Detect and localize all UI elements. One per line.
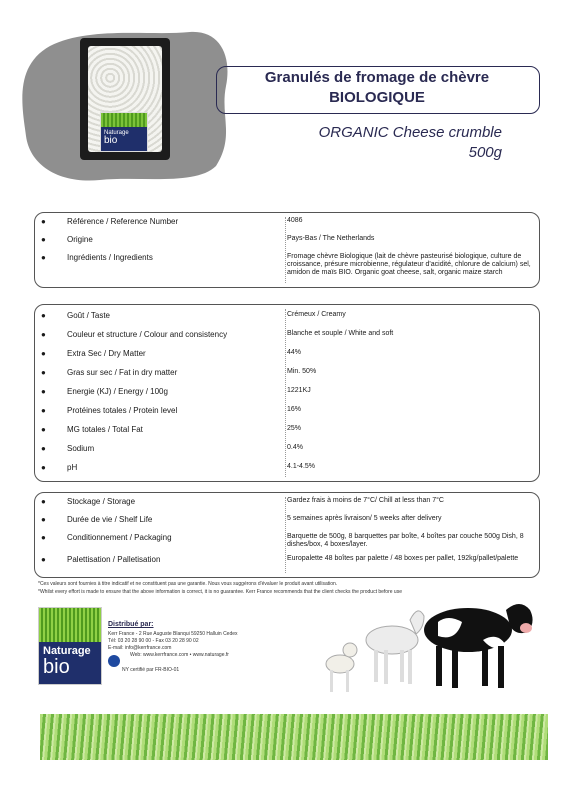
row-label: Ingrédients / Ingredients (67, 253, 153, 262)
row-label: Sodium (67, 444, 95, 453)
bullet-icon: ● (41, 406, 46, 415)
row-value: 4.1-4.5% (287, 463, 316, 470)
naturage-bio-logo (100, 112, 148, 152)
row-label: Extra Sec / Dry Matter (67, 349, 146, 358)
bullet-icon: ● (41, 533, 46, 542)
row-value: 44% (287, 349, 302, 356)
row-label: Energie (KJ) / Energy / 100g (67, 387, 168, 396)
page-subtitle-weight: 500g (468, 144, 502, 161)
bullet-icon: ● (41, 515, 46, 524)
farm-animals-image (318, 590, 540, 704)
row-value: Pays-Bas / The Netherlands (287, 235, 375, 242)
row-value: 1221KJ (287, 387, 311, 394)
row-value: Fromage chèvre Biologique (lait de chèvre pasteurisé biologique, culture de croissance, présure microbienne, régulateur d'acidité, chlorure de calcium) sel, amidon de maïs BIO. Organic goat cheese, salt, organic maize starch (287, 253, 531, 276)
disclaimer-fr: *Ces valeurs sont fournies à titre indicatif et ne constituent pas une garantie. Nous vous suggérons d'évaluer le produit avant utilisation. (38, 581, 338, 587)
bullet-icon: ● (41, 368, 46, 377)
row-label: Goût / Taste (67, 311, 110, 320)
logo-name: Naturage (43, 645, 91, 657)
disclaimer-en: *Whilst every effort is made to ensure that the above information is correct, it is no guarantee. Kerr France recommends that the client checks the product before use (38, 589, 402, 595)
phone: Tél: 03 20 28 90 00 - Fax 03 20 28 90 02 (108, 638, 199, 644)
bullet-icon: ● (41, 497, 46, 506)
row-value: Crémeux / Creamy (287, 311, 346, 318)
logo-bio: bio (104, 135, 118, 146)
row-value: 5 semaines après livraison/ 5 weeks after delivery (287, 515, 442, 522)
bullet-icon: ● (41, 387, 46, 396)
row-label: Référence / Reference Number (67, 217, 179, 226)
row-value: Europalette 48 boîtes par palette / 48 boxes per pallet, 192kg/pallet/palette (287, 555, 519, 562)
row-value: 25% (287, 425, 302, 432)
spec-table-logistics (34, 492, 540, 578)
row-label: Origine (67, 235, 93, 244)
row-label: Conditionnement / Packaging (67, 533, 172, 542)
page-subtitle: ORGANIC Cheese crumble (318, 124, 502, 141)
page-title-bio: BIOLOGIQUE (329, 89, 425, 106)
logo-bio: bio (43, 656, 70, 678)
row-label: Durée de vie / Shelf Life (67, 515, 153, 524)
distributed-by-label: Distribué par: (108, 621, 154, 628)
spec-table-characteristics (34, 304, 540, 482)
bullet-icon: ● (41, 330, 46, 339)
bullet-icon: ● (41, 425, 46, 434)
grass-banner-image (40, 714, 548, 760)
bullet-icon: ● (41, 349, 46, 358)
row-label: pH (67, 463, 78, 472)
spec-table-identity (34, 212, 540, 288)
row-label: Palettisation / Palletisation (67, 555, 161, 564)
bullet-icon: ● (41, 253, 46, 262)
bullet-icon: ● (41, 235, 46, 244)
address: Kerr France - 2 Rue Auguste Blanqui 59250 Halluin Cedex (108, 631, 238, 637)
bullet-icon: ● (41, 217, 46, 226)
bullet-icon: ● (41, 555, 46, 564)
row-value: Gardez frais à moins de 7°C/ Chill at less than 7°C (287, 497, 444, 504)
bullet-icon: ● (41, 444, 46, 453)
row-label: Stockage / Storage (67, 497, 136, 506)
row-label: Protéines totales / Protein level (67, 406, 178, 415)
row-value: 16% (287, 406, 302, 413)
website: Web: www.kerrfrance.com • www.naturage.fr (130, 652, 229, 658)
page-title: Granulés de fromage de chèvre (264, 69, 490, 86)
footer-naturage-logo (38, 607, 102, 685)
row-label: MG totales / Total Fat (67, 425, 143, 434)
row-label: Couleur et structure / Colour and consistency (67, 330, 228, 339)
certification: NY certifié par FR-BIO-01 (122, 667, 180, 673)
row-value: 4086 (287, 217, 303, 224)
row-label: Gras sur sec / Fat in dry matter (67, 368, 178, 377)
email: E-mail: info@kerrfrance.com (108, 645, 172, 651)
row-value: Blanche et souple / White and soft (287, 330, 394, 337)
eu-organic-icon (108, 655, 120, 667)
row-value: Barquette de 500g, 8 barquettes par boîte, 4 boîtes par couche 500g Dish, 8 dishes/box, 4 boxes/layer. (287, 533, 524, 548)
row-value: Min. 50% (287, 368, 317, 375)
row-value: 0.4% (287, 444, 303, 451)
logo-name: Naturage (104, 130, 129, 136)
bullet-icon: ● (41, 311, 46, 320)
bullet-icon: ● (41, 463, 46, 472)
